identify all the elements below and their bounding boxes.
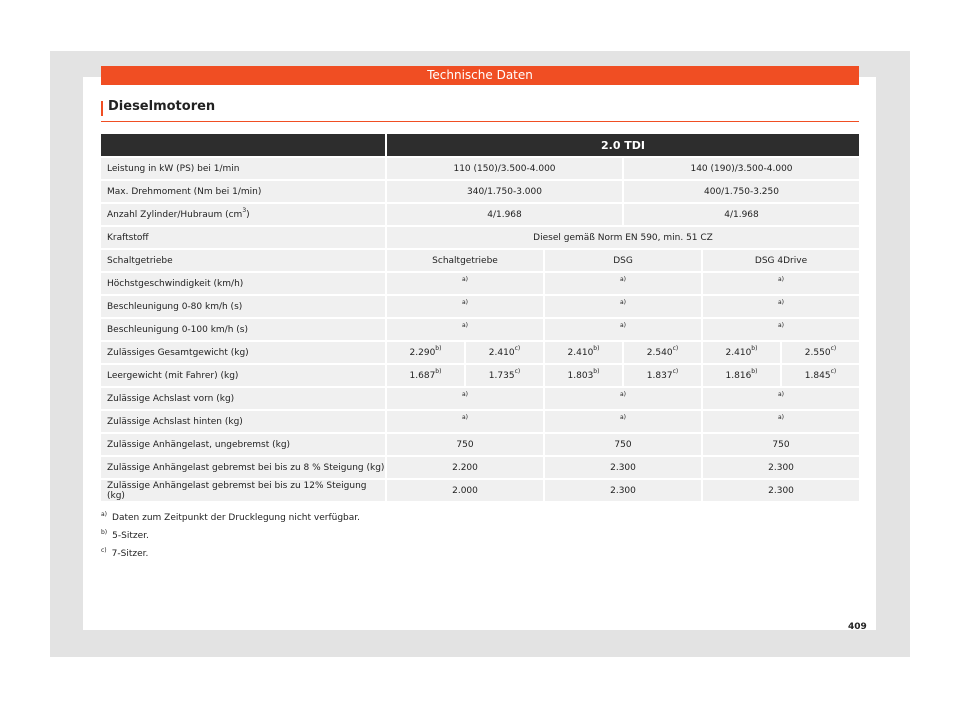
footnote-ref: a) <box>777 298 785 306</box>
table-cell: Diesel gemäß Norm EN 590, min. 51 CZ <box>385 227 859 248</box>
table-row <box>101 388 859 409</box>
header-blank-cell <box>101 134 385 156</box>
footnote-ref: a) <box>461 298 469 306</box>
table-cell: 2.290$^{b)}$ <box>385 342 464 363</box>
table-cell <box>701 388 859 409</box>
table-cell: DSG <box>543 250 701 271</box>
row-label: Kraftstoff <box>101 227 385 248</box>
footnote-ref: b) <box>593 367 600 375</box>
footnote-ref: a) <box>619 390 627 398</box>
table-row <box>101 342 859 363</box>
footnote-ref: a) <box>619 275 627 283</box>
table-cell: 2.000 <box>385 480 543 501</box>
table-cell: 750 <box>385 434 543 455</box>
table-row <box>101 319 859 340</box>
footnote-ref: a) <box>461 413 469 421</box>
table-row <box>101 296 859 317</box>
footnote-ref: a) <box>461 321 469 329</box>
table-cell <box>543 411 701 432</box>
table-cell: 2.410$^{b)}$ <box>543 342 622 363</box>
table-cell: 1.803$^{b)}$ <box>543 365 622 386</box>
section-heading <box>101 99 859 122</box>
row-label: Höchstgeschwindigkeit (km/h) <box>101 273 385 294</box>
footnote-text: Daten zum Zeitpunkt der Drucklegung nicht verfügbar. <box>112 513 361 523</box>
table-cell: 2.300 <box>543 457 701 478</box>
table-cell: 2.300 <box>701 457 859 478</box>
table-cell: 2.550$^{c)}$ <box>780 342 859 363</box>
footnote-item <box>101 529 360 541</box>
row-label: Zulässige Anhängelast gebremst bei bis zu 12% Steigung (kg) <box>101 480 385 501</box>
table-row <box>101 250 859 271</box>
table-cell: 1.845$^{c)}$ <box>780 365 859 386</box>
table-row <box>101 365 859 386</box>
table-row <box>101 181 859 202</box>
table-cell <box>385 273 543 294</box>
footnote-ref: a) <box>619 298 627 306</box>
table-cell: 140 (190)/3.500-4.000 <box>622 158 859 179</box>
table-row <box>101 273 859 294</box>
footnote-ref: a) <box>777 413 785 421</box>
table-cell: 340/1.750-3.000 <box>385 181 622 202</box>
footnote-ref: c) <box>672 367 679 375</box>
table-cell: 4/1.968 <box>622 204 859 225</box>
table-cell: 2.410$^{c)}$ <box>464 342 543 363</box>
footnote-ref: a) <box>777 390 785 398</box>
row-label: Zulässige Achslast vorn (kg) <box>101 388 385 409</box>
footnote-ref: b) <box>751 344 758 352</box>
row-label: Schaltgetriebe <box>101 250 385 271</box>
row-label: Beschleunigung 0-80 km/h (s) <box>101 296 385 317</box>
table-cell <box>385 388 543 409</box>
table-cell: 2.540$^{c)}$ <box>622 342 701 363</box>
table-cell <box>543 319 701 340</box>
table-row <box>101 158 859 179</box>
page-number: 409 <box>848 622 867 632</box>
row-label: Max. Drehmoment (Nm bei 1/min) <box>101 181 385 202</box>
footnote-ref: c) <box>672 344 679 352</box>
footnote-mark: a) <box>101 511 108 518</box>
footnote-ref: c) <box>514 367 521 375</box>
table-cell <box>385 296 543 317</box>
table-cell: 2.300 <box>701 480 859 501</box>
footnote-text: 5-Sitzer. <box>112 531 149 541</box>
table-row <box>101 227 859 248</box>
table-header-row <box>101 134 859 156</box>
table-cell <box>543 296 701 317</box>
row-label: Zulässige Anhängelast, ungebremst (kg) <box>101 434 385 455</box>
table-cell: DSG 4Drive <box>701 250 859 271</box>
table-row <box>101 434 859 455</box>
table-cell: 2.410$^{b)}$ <box>701 342 780 363</box>
table-cell: 750 <box>701 434 859 455</box>
row-label: Zulässiges Gesamtgewicht (kg) <box>101 342 385 363</box>
table-cell: 750 <box>543 434 701 455</box>
footnote-mark: b) <box>101 529 108 536</box>
table-row <box>101 457 859 478</box>
table-cell <box>385 319 543 340</box>
chapter-banner: Technische Daten <box>101 66 859 85</box>
table-row <box>101 204 859 225</box>
row-label: Anzahl Zylinder/Hubraum $(cm^3)$ <box>101 204 385 225</box>
footnote-ref: a) <box>461 275 469 283</box>
table-cell: 1.816$^{b)}$ <box>701 365 780 386</box>
table-row <box>101 411 859 432</box>
table-cell: 110 (150)/3.500-4.000 <box>385 158 622 179</box>
footnote-ref: c) <box>830 367 837 375</box>
table-cell: 4/1.968 <box>385 204 622 225</box>
table-row <box>101 480 859 501</box>
footnote-item <box>101 511 360 523</box>
table-cell <box>543 273 701 294</box>
table-cell: 1.687$^{b)}$ <box>385 365 464 386</box>
footnote-ref: c) <box>514 344 521 352</box>
table-cell <box>701 296 859 317</box>
table-cell: Schaltgetriebe <box>385 250 543 271</box>
footnote-mark: c) <box>101 547 107 554</box>
footnote-ref: a) <box>461 390 469 398</box>
row-label: Leistung in kW (PS) bei 1/min <box>101 158 385 179</box>
footnote-ref: a) <box>619 321 627 329</box>
footnote-ref: a) <box>777 321 785 329</box>
footnote-ref: b) <box>593 344 600 352</box>
row-label: Leergewicht (mit Fahrer) (kg) <box>101 365 385 386</box>
section-title: Dieselmotoren <box>108 99 216 114</box>
footnote-ref: a) <box>777 275 785 283</box>
table-cell: 1.837$^{c)}$ <box>622 365 701 386</box>
table-cell <box>543 388 701 409</box>
table-cell: 1.735$^{c)}$ <box>464 365 543 386</box>
footnote-ref: b) <box>751 367 758 375</box>
heading-accent-bar <box>101 101 103 116</box>
footnote-ref: a) <box>619 413 627 421</box>
superscript: 3 <box>242 206 247 214</box>
engine-header: 2.0 TDI <box>385 134 859 156</box>
table-cell: 2.300 <box>543 480 701 501</box>
table-cell: 400/1.750-3.250 <box>622 181 859 202</box>
footnote-ref: b) <box>435 367 442 375</box>
row-label: Zulässige Achslast hinten (kg) <box>101 411 385 432</box>
table-cell: 2.200 <box>385 457 543 478</box>
table-cell <box>701 411 859 432</box>
diesel-spec-table <box>101 132 859 503</box>
footnote-item <box>101 547 360 559</box>
row-label: Beschleunigung 0-100 km/h (s) <box>101 319 385 340</box>
footnote-text: 7-Sitzer. <box>111 549 149 559</box>
footnotes <box>101 511 360 565</box>
footnote-ref: c) <box>830 344 837 352</box>
table-cell <box>385 411 543 432</box>
footnote-ref: b) <box>435 344 442 352</box>
table-cell <box>701 319 859 340</box>
table-cell <box>701 273 859 294</box>
row-label: Zulässige Anhängelast gebremst bei bis zu 8 % Steigung (kg) <box>101 457 385 478</box>
